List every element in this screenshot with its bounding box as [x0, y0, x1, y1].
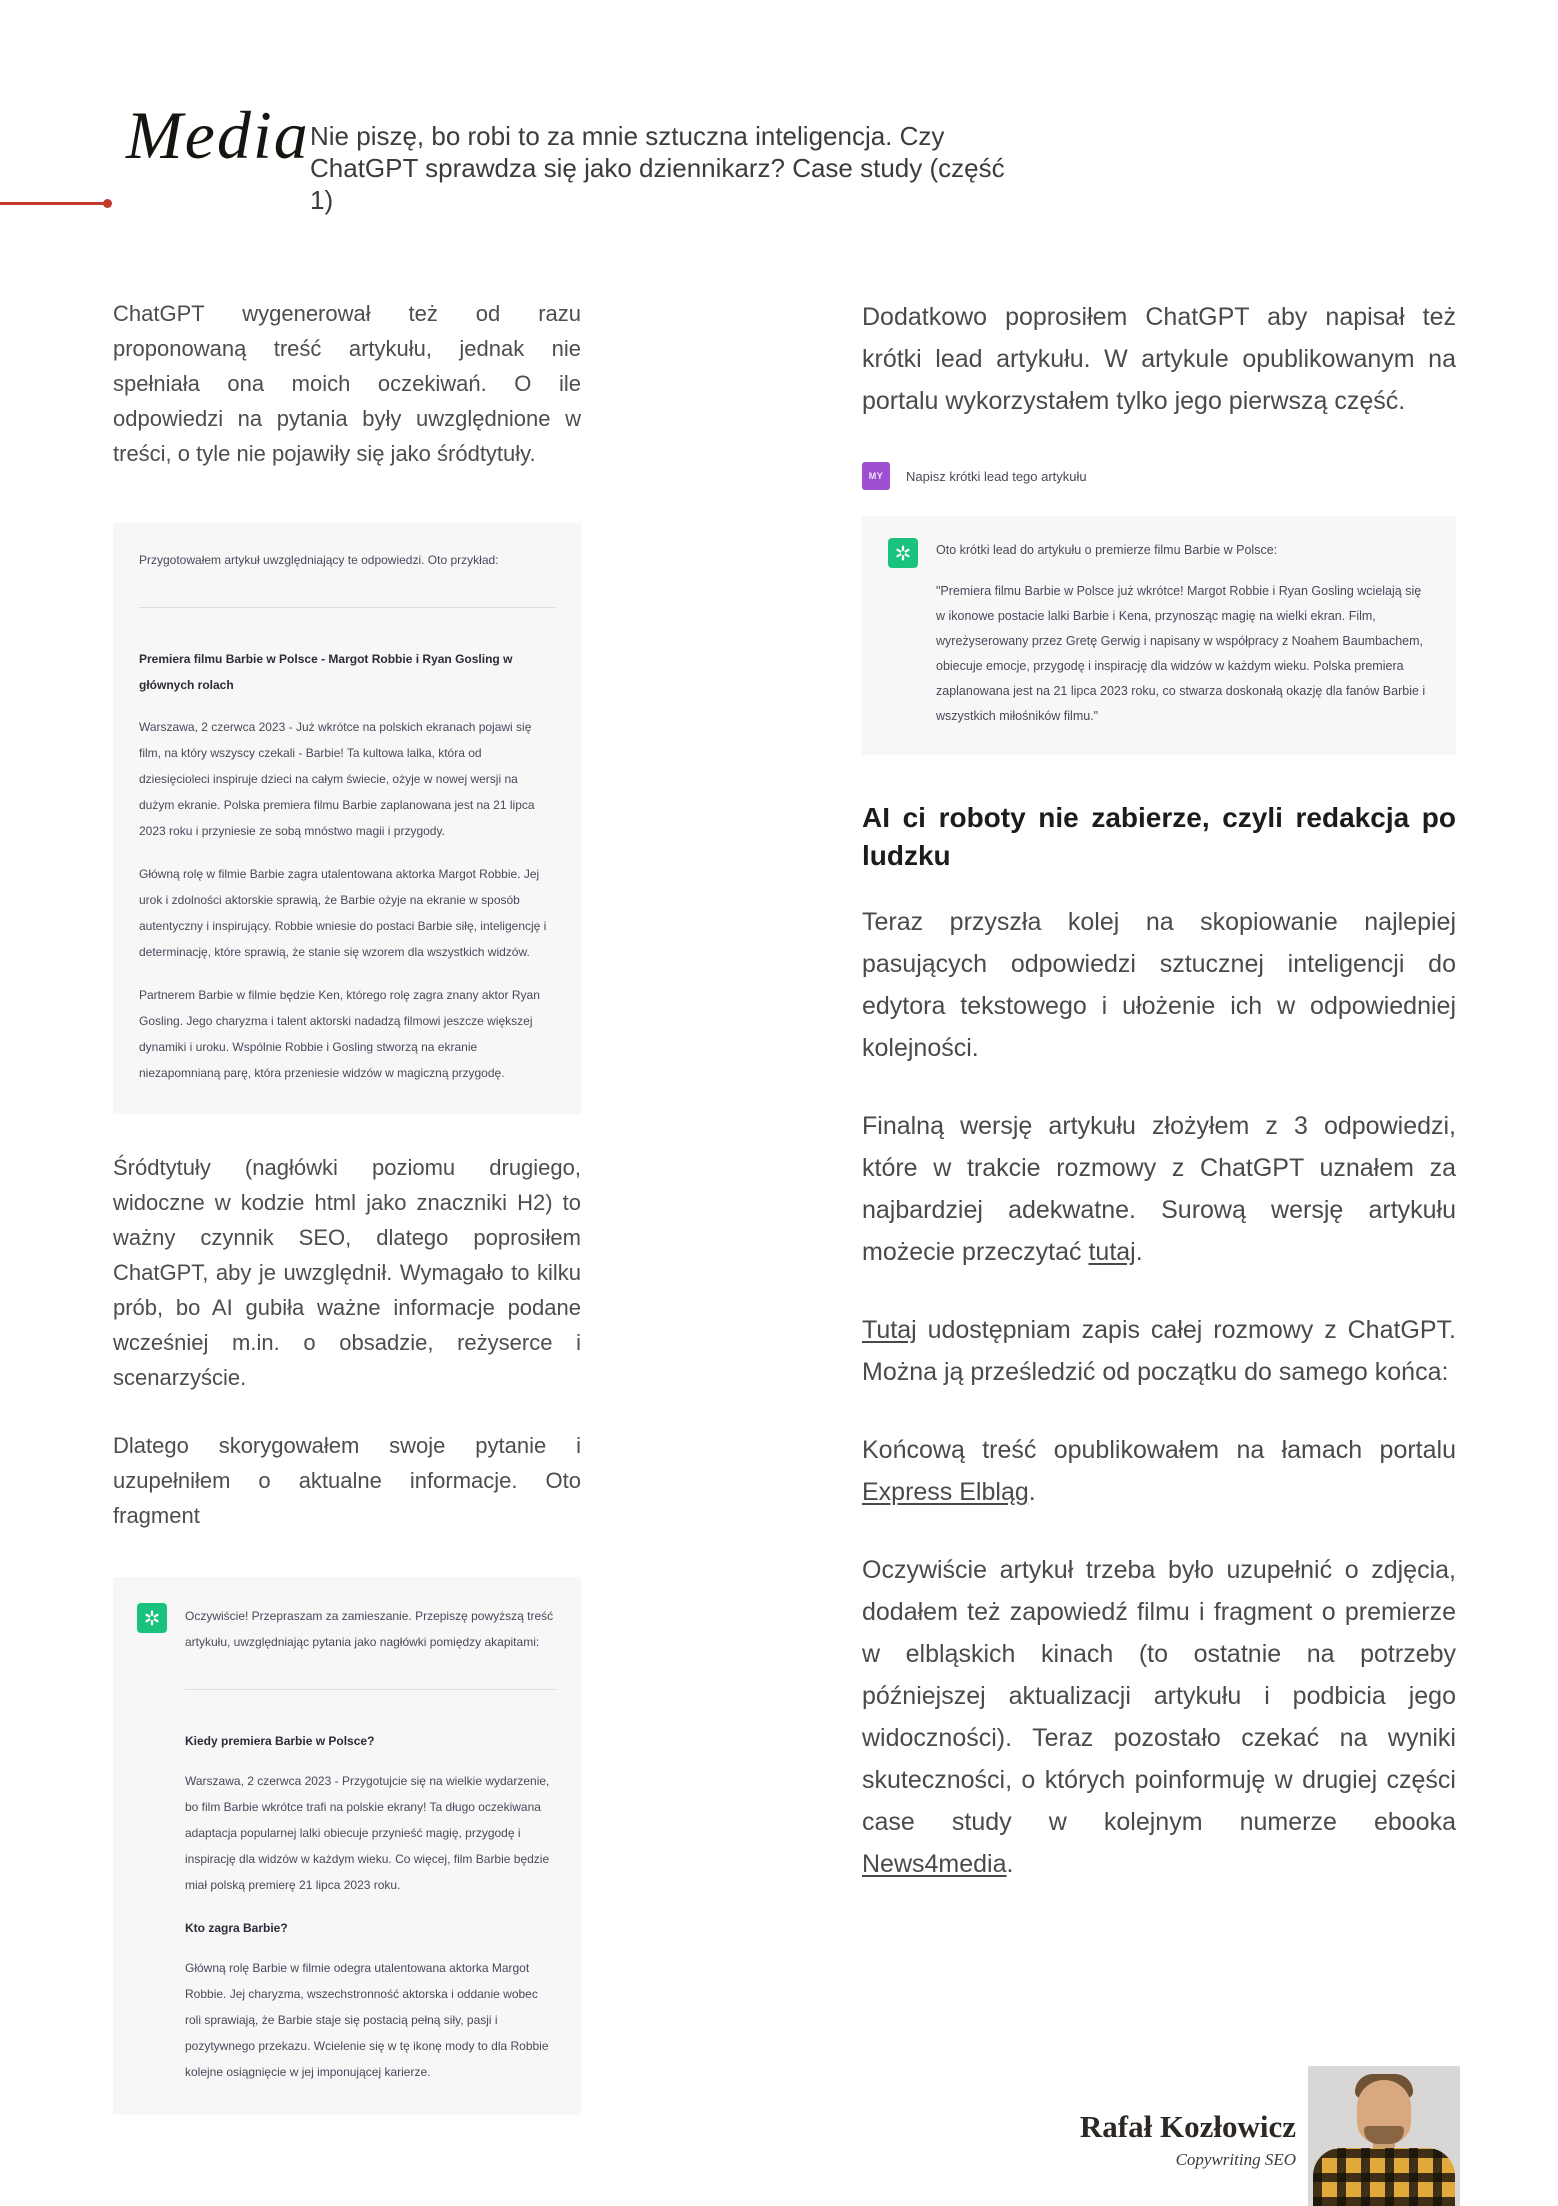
paragraph-tutaj — [862, 1309, 1456, 1393]
left-column — [113, 296, 581, 2115]
section-heading: AI ci roboty nie zabierze, czyli redakcja po ludzku — [862, 802, 1456, 871]
author-photo — [1308, 2066, 1460, 2206]
section-label: Media — [126, 97, 310, 173]
right-column — [862, 296, 1456, 1921]
author-block — [1080, 2066, 1460, 2206]
paragraph-text: . — [1028, 1478, 1036, 1506]
user-message-text: Napisz krótki lead tego artykułu — [906, 468, 1087, 484]
divider — [139, 607, 555, 608]
chatgpt-icon — [888, 538, 918, 568]
chat-article-title: Premiera filmu Barbie w Polsce - Margot Robbie i Ryan Gosling w głównych rolach — [139, 652, 513, 692]
paragraph-teraz: Teraz przyszła kolej na skopiowanie najlepiej pasujących odpowiedzi sztucznej inteligencji do edytora tekstowego i ułożenie ich w odpowiedniej kolejności. — [862, 908, 1456, 1062]
chatgpt-screenshot-2 — [113, 1577, 581, 2115]
paragraph-srodtytuly: Śródtytuły (nagłówki poziomu drugiego, widoczne w kodzie html jako znaczniki H2) to ważny czynnik SEO, dlatego poprosiłem ChatGPT, aby je uwzględnił. Wymagało to kilku prób, bo AI gubiła ważne informacje podane wcześniej m.in. o obsadzie, reżyserce i scenarzyście. — [113, 1155, 581, 1390]
user-avatar: MY — [862, 462, 890, 490]
link-express-elblag[interactable]: Express Elbląg — [862, 1478, 1029, 1506]
link-tutaj-2[interactable]: Tutaj — [862, 1316, 917, 1344]
author-meta — [1080, 2109, 1296, 2170]
chat-paragraph: Warszawa, 2 czerwca 2023 - Już wkrótce na polskich ekranach pojawi się film, na który wszyscy czekali - Barbie! Ta kultowa lalka, która od dziesięcioleci inspiruje dzieci na całym świecie, ożyje w nowej wersji na dużym ekranie. Polska premiera filmu Barbie zaplanowana jest na 21 lipca 2023 roku i przyniesie ze sobą mnóstwo magii i przygody. — [139, 720, 535, 838]
chat-paragraph: Partnerem Barbie w filmie będzie Ken, którego rolę zagra znany aktor Ryan Gosling. Jego charyzma i talent aktorski nadadzą filmowi jeszcze większej dynamiki i uroku. Wspólnie Robbie i Gosling stworzą na ekranie niezapomnianą parę, która przeniesie widzów w magiczną przygodę. — [139, 988, 540, 1080]
paragraph-text: . — [1135, 1238, 1143, 1266]
chat-subheading: Kiedy premiera Barbie w Polsce? — [185, 1734, 375, 1748]
chat-lead-quote: "Premiera filmu Barbie w Polsce już wkrótce! Margot Robbie i Ryan Gosling wcielają się w ikonowe postacie lalki Barbie i Kena, przynosząc magię na wielki ekran. Film, wyreżyserowany przez Gretę Gerwig i napisany w współpracy z Noahem Baumbachem, obiecuje emocje, przygodę i inspirację dla widzów w każdym wieku. Polska premiera zaplanowana jest na 21 lipca 2023 roku, co stwarza doskonałą okazję dla fanów Barbie i wszystkich miłośników filmu." — [936, 584, 1426, 723]
chat-paragraph: Warszawa, 2 czerwca 2023 - Przygotujcie się na wielkie wydarzenie, bo film Barbie wkrótce trafi na polskie ekrany! Ta długo oczekiwana adaptacja popularnej lalki obiecuje przynieść magię, przygodę i inspirację dla widzów w każdym wieku. Co więcej, film Barbie będzie miał polską premierę 21 lipca 2023 roku. — [185, 1774, 550, 1892]
accent-dot — [103, 199, 112, 208]
paragraph-text: udostępniam zapis całej rozmowy z ChatGPT. Można ją prześledzić od początku do samego końca: — [862, 1316, 1456, 1386]
chat-paragraph: Główną rolę w filmie Barbie zagra utalentowana aktorka Margot Robbie. Jej urok i zdolności aktorskie sprawią, że Barbie ożyje na ekranie w sposób autentyczny i inspirujący. Robbie wniesie do postaci Barbie siłę, inteligencję i determinację, które sprawią, że stanie się wzorem dla wszystkich widzów. — [139, 867, 547, 959]
chat-message-row — [137, 1603, 557, 2089]
divider — [185, 1689, 557, 1690]
chat-intro-line: Przygotowałem artykuł uwzględniający te odpowiedzi. Oto przykład: — [139, 553, 499, 567]
page-title: Nie piszę, bo robi to za mnie sztuczna inteligencja. Czy ChatGPT sprawdza się jako dziennikarz? Case study (część 1) — [310, 121, 1005, 215]
author-name: Rafał Kozłowicz — [1079, 2109, 1296, 2144]
paragraph-text: Końcową treść opublikowałem na łamach portalu — [862, 1436, 1456, 1464]
photo-beard — [1364, 2126, 1404, 2144]
author-role: Copywriting SEO — [1175, 2150, 1296, 2169]
intro-paragraph-left: ChatGPT wygenerował też od razu proponowaną treść artykułu, jednak nie spełniała ona moich oczekiwań. O ile odpowiedzi na pytania były uwzględnione w treści, o tyle nie pojawiły się jako śródtytuły. — [113, 301, 581, 466]
accent-line — [0, 202, 104, 205]
intro-paragraph-right: Dodatkowo poprosiłem ChatGPT aby napisał też krótki lead artykułu. W artykule opublikowanym na portalu wykorzystałem tylko jego pierwszą część. — [862, 303, 1456, 415]
chatgpt-screenshot-1 — [113, 523, 581, 1114]
chat-subheading: Kto zagra Barbie? — [185, 1921, 288, 1935]
paragraph-text: . — [1006, 1850, 1014, 1878]
link-tutaj[interactable]: tutaj — [1088, 1238, 1136, 1266]
paragraph-oczywiscie — [862, 1549, 1456, 1885]
paragraph-finalna — [862, 1105, 1456, 1273]
chatgpt-screenshot-3 — [862, 516, 1456, 755]
chat-assistant-intro: Oto krótki lead do artykułu o premierze filmu Barbie w Polsce: — [936, 543, 1278, 557]
paragraph-text: Oczywiście artykuł trzeba było uzupełnić o zdjęcia, dodałem też zapowiedź filmu i fragment o premierze w elbląskich kinach (to ostatnie na potrzeby późniejszej aktualizacji artykułu i podbicia jego widoczności). Teraz pozostało czekać na wyniki skuteczności, o których poinformuję w drugiej części case study w kolejnym numerze ebooka — [862, 1556, 1456, 1836]
paragraph-koncowa — [862, 1429, 1456, 1513]
paragraph-text: Finalną wersję artykułu złożyłem z 3 odpowiedzi, które w trakcie rozmowy z ChatGPT uznałem za najbardziej adekwatne. Surową wersję artykułu możecie przeczytać — [862, 1112, 1456, 1266]
link-news4media[interactable]: News4media — [862, 1850, 1007, 1878]
photo-plaid-shirt — [1313, 2148, 1455, 2206]
user-message-row — [862, 462, 1456, 490]
paragraph-dlatego: Dlatego skorygowałem swoje pytanie i uzupełniłem o aktualne informacje. Oto fragment — [113, 1433, 581, 1528]
chat-message-row — [888, 538, 1430, 733]
chat-assistant-intro: Oczywiście! Przepraszam za zamieszanie. Przepiszę powyższą treść artykułu, uwzględniając pytania jako nagłówki pomiędzy akapitami: — [185, 1609, 554, 1649]
chat-message-content — [936, 538, 1430, 733]
chat-message-content — [185, 1603, 557, 2089]
chatgpt-icon — [137, 1603, 167, 1633]
chat-paragraph: Główną rolę Barbie w filmie odegra utalentowana aktorka Margot Robbie. Jej charyzma, wszechstronność aktorska i oddanie wobec roli sprawiają, że Barbie staje się postacią pełną siły, pasji i pozytywnego przekazu. Wcielenie się w tę ikonę mody to dla Robbie kolejne osiągnięcie w jej imponującej karierze. — [185, 1961, 549, 2079]
